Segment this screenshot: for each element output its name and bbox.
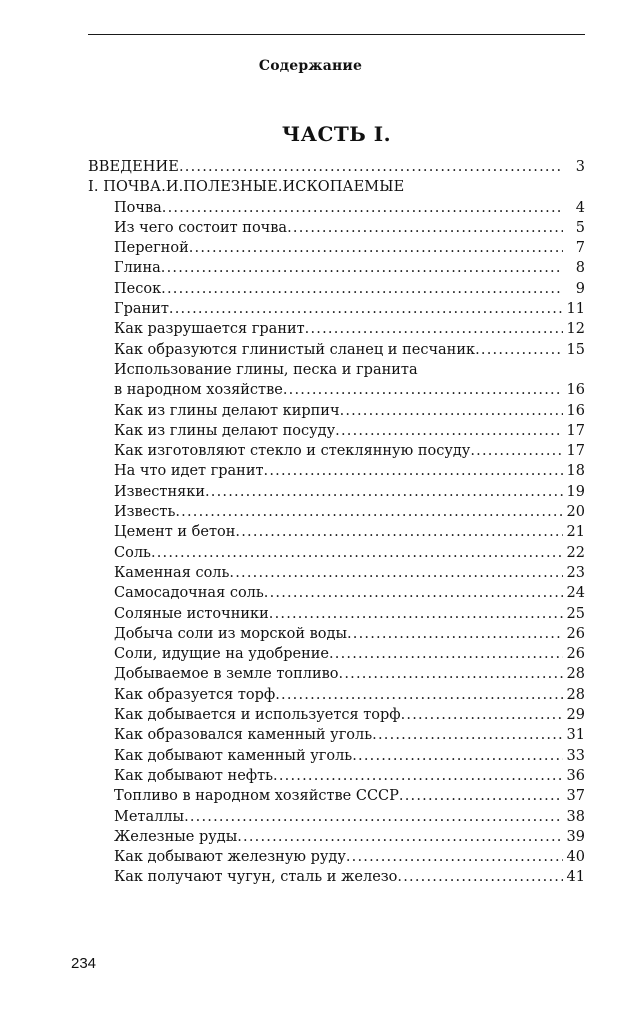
toc-entry-page: 38: [566, 808, 585, 825]
toc-entry: [88, 522, 585, 542]
toc-dot-leader: [169, 299, 563, 319]
toc-dot-leader: [329, 644, 563, 664]
toc-entry: [88, 624, 585, 644]
toc-entry-page: 23: [566, 564, 585, 581]
toc-entry: [88, 177, 585, 197]
toc-entry-title: Добываемое в земле топливо: [114, 666, 339, 683]
toc-entry: [88, 299, 585, 319]
toc-entry-page: 29: [566, 707, 585, 724]
toc-entry: [88, 746, 585, 766]
toc-dot-leader: [189, 238, 563, 258]
toc-entry: [88, 664, 585, 684]
toc-dot-leader: [399, 786, 563, 806]
toc-entry-title: Как образовался каменный уголь: [114, 727, 373, 744]
toc-dot-leader: [352, 746, 563, 766]
toc-entry-title: Как добывают каменный уголь: [114, 747, 353, 764]
toc-dot-leader: [275, 685, 563, 705]
toc-dot-leader: [283, 380, 563, 400]
toc-entry-title: Известняки: [114, 483, 205, 500]
toc-entry-page: 18: [566, 463, 585, 480]
toc-entry-title: Как добывается и используется торф: [114, 707, 401, 724]
toc-entry-page: 4: [575, 199, 585, 216]
toc-dot-leader: [237, 827, 563, 847]
toc-entry: [88, 319, 585, 339]
toc-entry: [88, 847, 585, 867]
running-header-title: Содержание: [258, 58, 363, 74]
toc-entry-page: 25: [566, 605, 585, 622]
toc-entry-page: 28: [566, 686, 585, 703]
toc-dot-leader: [287, 218, 563, 238]
toc-entry-title: Как из глины делают посуду: [114, 422, 336, 439]
toc-entry: [88, 360, 585, 380]
toc-entry-title: Соляные источники: [114, 605, 269, 622]
toc-entry-title: Добыча соли из морской воды: [114, 625, 347, 642]
toc-entry-page: 11: [566, 301, 585, 318]
toc-dot-leader: [470, 441, 563, 461]
toc-entry-title: Каменная соль: [114, 564, 230, 581]
toc-entry-page: 28: [566, 666, 585, 683]
toc-dot-leader: [346, 847, 563, 867]
toc-entry-page: 5: [575, 219, 585, 236]
toc-entry-page: 26: [566, 625, 585, 642]
toc-entry: [88, 705, 585, 725]
toc-entry-page: 3: [575, 159, 585, 175]
toc-entry: [88, 340, 585, 360]
toc-dot-leader: [151, 543, 563, 563]
toc-entry-page: 16: [566, 402, 585, 419]
toc-entry: [88, 604, 585, 624]
toc-entry-page: 26: [566, 646, 585, 663]
toc-entry: [88, 827, 585, 847]
toc-entry: [88, 441, 585, 461]
toc-entry: [88, 644, 585, 664]
toc-entry: [88, 685, 585, 705]
toc-entry-title: Из чего состоит почва: [114, 219, 288, 236]
toc-entry-title: Как разрушается гранит: [114, 321, 305, 338]
toc-entry: [88, 583, 585, 603]
top-rule: [88, 34, 585, 35]
toc-entry-page: 22: [566, 544, 585, 561]
toc-entry-page: 37: [566, 788, 585, 805]
toc-entry: [88, 461, 585, 481]
toc-entry: [88, 279, 585, 299]
toc-entry-title: I. ПОЧВА.И.ПОЛЕЗНЫЕ.ИСКОПАЕМЫЕ: [88, 179, 405, 196]
toc-entry: [88, 766, 585, 786]
toc-entry-page: 7: [575, 240, 585, 257]
toc-entry-page: 12: [566, 321, 585, 338]
toc-dot-leader: [162, 198, 563, 218]
toc-entry-title: Почва: [114, 199, 162, 216]
toc-entry-title: Как из глины делают кирпич: [114, 402, 340, 419]
toc-entry: [88, 218, 585, 238]
toc-dot-leader: [347, 624, 563, 644]
toc-entry-page: 24: [566, 585, 585, 602]
toc-entry-title: Соли, идущие на удобрение: [114, 646, 329, 663]
toc-entry: [88, 198, 585, 218]
toc-entry: [88, 563, 585, 583]
toc-entry-title: Песок: [114, 280, 162, 297]
toc-entry: [88, 380, 585, 400]
toc-entry-title: Глина: [114, 260, 161, 277]
part-title: ЧАСТЬ I.: [281, 122, 392, 146]
toc-entry-title: ВВЕДЕНИЕ: [88, 159, 179, 175]
toc-entry-title: Самосадочная соль: [114, 585, 264, 602]
toc-dot-leader: [264, 461, 563, 481]
toc-dot-leader: [175, 502, 563, 522]
toc-dot-leader: [273, 766, 563, 786]
toc-entry: [88, 807, 585, 827]
toc-dot-leader: [269, 604, 563, 624]
toc-dot-leader: [339, 664, 563, 684]
toc-entry-page: 16: [566, 382, 585, 399]
table-of-contents: [88, 157, 585, 888]
toc-entry-page: 17: [566, 422, 585, 439]
toc-entry-title: Как образуется торф: [114, 686, 276, 703]
toc-entry-title: Топливо в народном хозяйстве СССР: [114, 788, 399, 805]
toc-dot-leader: [184, 807, 563, 827]
toc-entry-title: Как образуются глинистый сланец и песчаник: [114, 341, 476, 358]
toc-entry: [88, 502, 585, 522]
toc-entry-page: 40: [566, 849, 585, 866]
toc-entry: [88, 238, 585, 258]
toc-entry-page: 19: [566, 483, 585, 500]
toc-entry-title: Соль: [114, 544, 151, 561]
toc-entry: [88, 482, 585, 502]
toc-entry: [88, 401, 585, 421]
toc-entry-page: 20: [566, 504, 585, 521]
toc-entry-page: 9: [575, 280, 585, 297]
toc-entry-title: Как добывают железную руду: [114, 849, 346, 866]
toc-entry-title: Металлы: [114, 808, 185, 825]
toc-dot-leader: [397, 867, 563, 887]
toc-entry-page: 39: [566, 828, 585, 845]
toc-entry-page: 15: [566, 341, 585, 358]
page-number: 234: [71, 955, 97, 972]
toc-entry-title: Железные руды: [114, 828, 238, 845]
toc-entry-page: 8: [575, 260, 585, 277]
toc-entry-title: Перегной: [114, 240, 189, 257]
toc-entry: [88, 157, 585, 177]
toc-entry-title: в народном хозяйстве: [114, 382, 283, 399]
toc-entry-title: Известь: [114, 504, 176, 521]
toc-entry-page: 36: [566, 767, 585, 784]
toc-entry-title: На что идет гранит: [114, 463, 264, 480]
toc-entry-page: 31: [566, 727, 585, 744]
toc-entry-title: Как получают чугун, сталь и железо: [114, 869, 398, 886]
toc-entry-page: 21: [566, 524, 585, 541]
toc-dot-leader: [264, 583, 563, 603]
toc-dot-leader: [305, 319, 563, 339]
toc-dot-leader: [179, 157, 563, 177]
toc-dot-leader: [229, 563, 563, 583]
toc-dot-leader: [340, 401, 563, 421]
toc-entry-page: 33: [566, 747, 585, 764]
toc-dot-leader: [475, 340, 563, 360]
toc-dot-leader: [372, 725, 563, 745]
toc-dot-leader: [161, 258, 563, 278]
toc-dot-leader: [235, 522, 563, 542]
toc-dot-leader: [205, 482, 563, 502]
toc-entry: [88, 258, 585, 278]
toc-entry-page: 41: [566, 869, 585, 886]
toc-entry-title: Использование глины, песка и гранита: [114, 361, 418, 378]
toc-dot-leader: [335, 421, 563, 441]
toc-entry: [88, 543, 585, 563]
toc-entry-page: 17: [566, 443, 585, 460]
toc-entry-title: Гранит: [114, 301, 169, 318]
toc-entry-title: Как изготовляют стекло и стеклянную посуду: [114, 443, 471, 460]
toc-entry: [88, 867, 585, 887]
toc-dot-leader: [401, 705, 563, 725]
toc-entry-title: Цемент и бетон: [114, 524, 236, 541]
toc-dot-leader: [161, 279, 563, 299]
toc-entry: [88, 786, 585, 806]
toc-entry: [88, 725, 585, 745]
toc-entry: [88, 421, 585, 441]
toc-entry-title: Как добывают нефть: [114, 767, 274, 784]
